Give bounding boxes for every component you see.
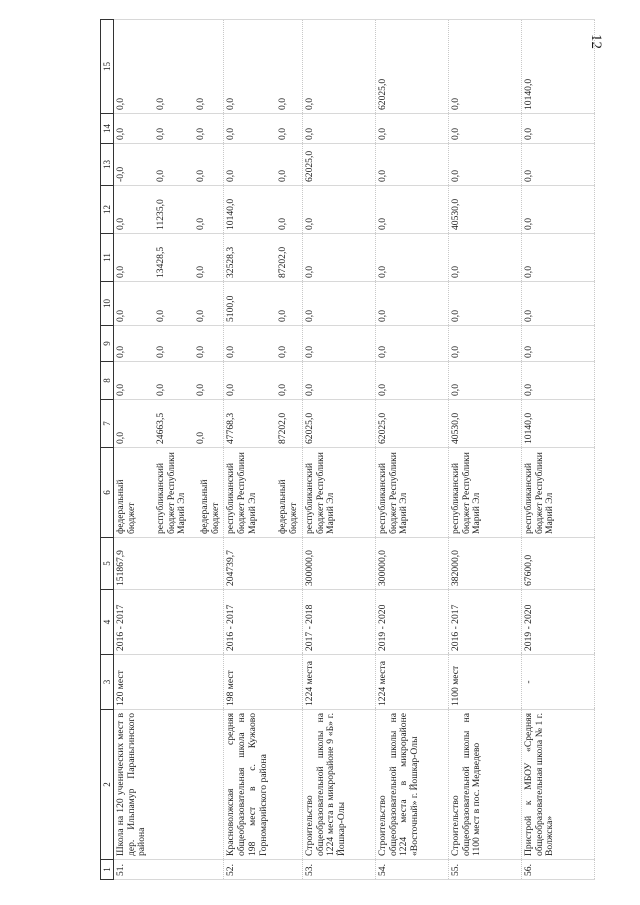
amount-col-13: 0,0 <box>448 144 521 186</box>
amount-col-15: 0,0 <box>448 20 521 114</box>
object-name: Строительство общеобразовательной школы на 1224 места в микрорайоне «Восточный» г. Йошкар-Олы <box>375 710 448 860</box>
total-cost: 300000,0 <box>302 538 375 590</box>
total-cost: 300000,0 <box>375 538 448 590</box>
amount-col-10: 5100,0 0,0 <box>224 282 302 326</box>
amount-col-14: 0,0 0,0 <box>224 114 302 144</box>
capacity: 1224 места <box>302 655 375 710</box>
col-header: 3 <box>101 655 114 710</box>
col-header: 12 <box>101 186 114 234</box>
amount-col-10: 0,0 <box>448 282 521 326</box>
col-header: 2 <box>101 710 114 860</box>
amount-col-12: 40530,0 <box>448 186 521 234</box>
funding-source: республиканский бюджет Республики Марий Эл <box>375 448 448 538</box>
amount-col-11: 0,0 <box>448 234 521 282</box>
amount-col-13: 0,0 <box>521 144 594 186</box>
amount-col-13: 0,0 0,0 <box>224 144 302 186</box>
row-number: 52. <box>224 860 302 880</box>
amount-col-7: 40530,0 <box>448 400 521 448</box>
col-header: 6 <box>101 448 114 538</box>
amount-col-15: 0,0 <box>302 20 375 114</box>
amount-col-7: 0,0 24663,5 0,0 <box>114 400 224 448</box>
col-header: 13 <box>101 144 114 186</box>
amount-col-10: 0,0 <box>302 282 375 326</box>
amount-col-10: 0,0 <box>375 282 448 326</box>
funding-source: республиканский бюджет Республики Марий Эл федеральный бюджет <box>224 448 302 538</box>
capacity: 120 мест <box>114 655 224 710</box>
amount-col-12: 0,0 <box>375 186 448 234</box>
period: 2016 - 2017 <box>114 590 224 655</box>
row-number: 53. <box>302 860 375 880</box>
object-name: Школа на 120 ученических мест в дер. Ильпамур Параньгинского района <box>114 710 224 860</box>
amount-col-11: 0,0 <box>521 234 594 282</box>
period: 2019 - 2020 <box>375 590 448 655</box>
period: 2016 - 2017 <box>448 590 521 655</box>
funding-source: республиканский бюджет Республики Марий Эл <box>448 448 521 538</box>
object-name: Красноволжская средняя общеобразовательная школа на 198 мест в с. Кужаово Горномарийского района <box>224 710 302 860</box>
amount-col-14: 0,0 <box>375 114 448 144</box>
amount-col-9: 0,0 0,0 <box>224 326 302 362</box>
capacity: - <box>521 655 594 710</box>
amount-col-8: 0,0 <box>375 362 448 400</box>
amount-col-9: 0,0 <box>302 326 375 362</box>
col-header: 15 <box>101 20 114 114</box>
row-number: 51. <box>114 860 224 880</box>
object-name: Строительство общеобразовательной школы на 1100 мест в пос. Медведево <box>448 710 521 860</box>
amount-col-8: 0,0 0,0 <box>224 362 302 400</box>
amount-col-11: 0,0 <box>302 234 375 282</box>
amount-col-14: 0,0 <box>448 114 521 144</box>
capacity: 1100 мест <box>448 655 521 710</box>
amount-col-9: 0,0 <box>448 326 521 362</box>
amount-col-7: 10140,0 <box>521 400 594 448</box>
header-row <box>101 20 114 880</box>
table-row <box>302 20 375 880</box>
total-cost: 204739,7 <box>224 538 302 590</box>
amount-col-14: 0,0 <box>521 114 594 144</box>
col-header: 11 <box>101 234 114 282</box>
table-row <box>448 20 521 880</box>
row-number: 55. <box>448 860 521 880</box>
amount-col-10: 0,0 <box>521 282 594 326</box>
object-name: Пристрой к МБОУ «Средняя общеобразовательная школа № 1 г. Волжска» <box>521 710 594 860</box>
row-number: 54. <box>375 860 448 880</box>
object-name: Строительство общеобразовательной школы на 1224 места в микрорайоне 9 «Б» г. Йошкар-Олы <box>302 710 375 860</box>
amount-col-8: 0,0 <box>521 362 594 400</box>
amount-col-12: 10140,0 0,0 <box>224 186 302 234</box>
amount-col-9: 0,0 <box>521 326 594 362</box>
amount-col-13: 62025,0 <box>302 144 375 186</box>
col-header: 8 <box>101 362 114 400</box>
capacity: 1224 места <box>375 655 448 710</box>
amount-col-15: 0,0 0,0 <box>224 20 302 114</box>
period: 2017 - 2018 <box>302 590 375 655</box>
investment-table <box>100 19 595 880</box>
table-row <box>375 20 448 880</box>
amount-col-8: 0,0 <box>448 362 521 400</box>
amount-col-13: 0,0 <box>375 144 448 186</box>
col-header: 5 <box>101 538 114 590</box>
amount-col-11: 0,0 13428,5 0,0 <box>114 234 224 282</box>
rotated-table-page <box>100 20 620 880</box>
funding-source: республиканский бюджет Республики Марий Эл <box>521 448 594 538</box>
amount-col-14: 0,0 <box>302 114 375 144</box>
col-header: 7 <box>101 400 114 448</box>
amount-col-14: 0,0 0,0 0,0 <box>114 114 224 144</box>
amount-col-8: 0,0 <box>302 362 375 400</box>
amount-col-15: 10140,0 <box>521 20 594 114</box>
amount-col-12: 0,0 11235,0 0,0 <box>114 186 224 234</box>
amount-col-13: -0,0 0,0 0,0 <box>114 144 224 186</box>
page-number: 12 <box>588 34 604 49</box>
table-row <box>224 20 302 880</box>
row-number: 56. <box>521 860 594 880</box>
amount-col-9: 0,0 0,0 0,0 <box>114 326 224 362</box>
total-cost: 67600,0 <box>521 538 594 590</box>
col-header: 9 <box>101 326 114 362</box>
capacity: 198 мест <box>224 655 302 710</box>
col-header: 4 <box>101 590 114 655</box>
amount-col-7: 47768,3 87202,0 <box>224 400 302 448</box>
amount-col-9: 0,0 <box>375 326 448 362</box>
amount-col-10: 0,0 0,0 0,0 <box>114 282 224 326</box>
amount-col-15: 62025,0 <box>375 20 448 114</box>
amount-col-7: 62025,0 <box>375 400 448 448</box>
amount-col-12: 0,0 <box>302 186 375 234</box>
period: 2016 - 2017 <box>224 590 302 655</box>
amount-col-8: 0,0 0,0 0,0 <box>114 362 224 400</box>
funding-source: федеральный бюджет республиканский бюджет Республики Марий Эл федеральный бюджет <box>114 448 224 538</box>
funding-source: республиканский бюджет Республики Марий Эл <box>302 448 375 538</box>
total-cost: 151867,9 <box>114 538 224 590</box>
table-row <box>521 20 594 880</box>
amount-col-7: 62025,0 <box>302 400 375 448</box>
table-row <box>114 20 224 880</box>
amount-col-15: 0,0 0,0 0,0 <box>114 20 224 114</box>
col-header: 14 <box>101 114 114 144</box>
amount-col-12: 0,0 <box>521 186 594 234</box>
period: 2019 - 2020 <box>521 590 594 655</box>
amount-col-11: 0,0 <box>375 234 448 282</box>
total-cost: 382000,0 <box>448 538 521 590</box>
col-header: 10 <box>101 282 114 326</box>
col-header: 1 <box>101 860 114 880</box>
amount-col-11: 32528,3 87202,0 <box>224 234 302 282</box>
